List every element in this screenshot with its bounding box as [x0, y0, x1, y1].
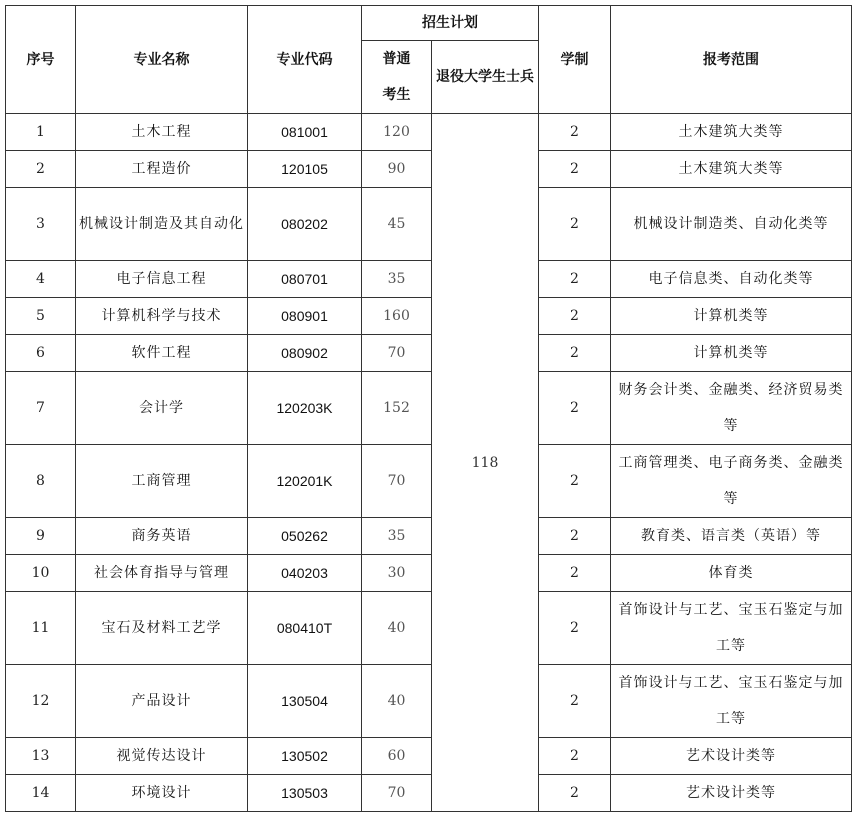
seq-cell: 8 [6, 445, 76, 518]
scope-cell: 艺术设计类等 [611, 775, 852, 812]
scope-cell: 财务会计类、金融类、经济贸易类等 [611, 372, 852, 445]
seq-cell: 14 [6, 775, 76, 812]
seq-cell: 12 [6, 665, 76, 738]
header-row-top [6, 6, 852, 41]
major-name-cell: 宝石及材料工艺学 [76, 592, 248, 665]
header-major-name: 专业名称 [76, 6, 248, 114]
table-row [6, 188, 852, 261]
seq-cell: 5 [6, 298, 76, 335]
major-code-cell: 080902 [248, 335, 362, 372]
major-name-cell: 土木工程 [76, 114, 248, 151]
scope-cell: 工商管理类、电子商务类、金融类等 [611, 445, 852, 518]
duration-cell: 2 [539, 555, 611, 592]
major-name-cell: 机械设计制造及其自动化 [76, 188, 248, 261]
regular-quota-cell: 35 [362, 518, 432, 555]
scope-cell: 首饰设计与工艺、宝玉石鉴定与加工等 [611, 665, 852, 738]
major-name-cell: 工程造价 [76, 151, 248, 188]
table-row [6, 738, 852, 775]
regular-quota-cell: 70 [362, 335, 432, 372]
regular-quota-cell: 70 [362, 445, 432, 518]
enrollment-plan-table [5, 5, 852, 812]
table-row [6, 261, 852, 298]
table-row [6, 592, 852, 665]
table-row [6, 335, 852, 372]
major-code-cell: 080410T [248, 592, 362, 665]
duration-cell: 2 [539, 518, 611, 555]
regular-quota-cell: 60 [362, 738, 432, 775]
header-major-code: 专业代码 [248, 6, 362, 114]
regular-quota-cell: 160 [362, 298, 432, 335]
table-row [6, 665, 852, 738]
duration-cell: 2 [539, 445, 611, 518]
seq-cell: 11 [6, 592, 76, 665]
duration-cell: 2 [539, 261, 611, 298]
seq-cell: 13 [6, 738, 76, 775]
seq-cell: 2 [6, 151, 76, 188]
regular-quota-cell: 35 [362, 261, 432, 298]
major-name-cell: 软件工程 [76, 335, 248, 372]
seq-cell: 4 [6, 261, 76, 298]
scope-cell: 首饰设计与工艺、宝玉石鉴定与加工等 [611, 592, 852, 665]
major-code-cell: 081001 [248, 114, 362, 151]
regular-quota-cell: 40 [362, 665, 432, 738]
scope-cell: 土木建筑大类等 [611, 151, 852, 188]
major-code-cell: 080701 [248, 261, 362, 298]
major-name-cell: 社会体育指导与管理 [76, 555, 248, 592]
seq-cell: 6 [6, 335, 76, 372]
regular-quota-cell: 120 [362, 114, 432, 151]
seq-cell: 9 [6, 518, 76, 555]
major-code-cell: 130504 [248, 665, 362, 738]
scope-cell: 体育类 [611, 555, 852, 592]
table-row [6, 518, 852, 555]
table-row [6, 298, 852, 335]
scope-cell: 计算机类等 [611, 335, 852, 372]
table-row [6, 372, 852, 445]
major-name-cell: 产品设计 [76, 665, 248, 738]
seq-cell: 3 [6, 188, 76, 261]
duration-cell: 2 [539, 738, 611, 775]
major-code-cell: 130502 [248, 738, 362, 775]
major-code-cell: 130503 [248, 775, 362, 812]
major-code-cell: 120105 [248, 151, 362, 188]
scope-cell: 计算机类等 [611, 298, 852, 335]
scope-cell: 机械设计制造类、自动化类等 [611, 188, 852, 261]
major-code-cell: 050262 [248, 518, 362, 555]
duration-cell: 2 [539, 372, 611, 445]
major-name-cell: 环境设计 [76, 775, 248, 812]
seq-cell: 7 [6, 372, 76, 445]
major-code-cell: 120203K [248, 372, 362, 445]
scope-cell: 艺术设计类等 [611, 738, 852, 775]
regular-quota-cell: 152 [362, 372, 432, 445]
major-code-cell: 040203 [248, 555, 362, 592]
table-body [6, 114, 852, 812]
veteran-quota-cell: 118 [432, 114, 539, 812]
header-regular-line2: 考生 [382, 87, 411, 103]
major-name-cell: 计算机科学与技术 [76, 298, 248, 335]
duration-cell: 2 [539, 335, 611, 372]
header-veteran: 退役大学生士兵 [432, 41, 539, 114]
header-enrollment-plan: 招生计划 [362, 6, 539, 41]
seq-cell: 1 [6, 114, 76, 151]
major-name-cell: 电子信息工程 [76, 261, 248, 298]
table-row [6, 151, 852, 188]
major-name-cell: 视觉传达设计 [76, 738, 248, 775]
scope-cell: 教育类、语言类（英语）等 [611, 518, 852, 555]
major-name-cell: 商务英语 [76, 518, 248, 555]
duration-cell: 2 [539, 665, 611, 738]
header-duration: 学制 [539, 6, 611, 114]
regular-quota-cell: 90 [362, 151, 432, 188]
duration-cell: 2 [539, 151, 611, 188]
header-regular [362, 41, 432, 114]
major-name-cell: 工商管理 [76, 445, 248, 518]
header-seq: 序号 [6, 6, 76, 114]
major-name-cell: 会计学 [76, 372, 248, 445]
duration-cell: 2 [539, 114, 611, 151]
seq-cell: 10 [6, 555, 76, 592]
duration-cell: 2 [539, 298, 611, 335]
enrollment-plan-table-wrapper [5, 5, 852, 812]
scope-cell: 电子信息类、自动化类等 [611, 261, 852, 298]
table-row [6, 555, 852, 592]
table-row [6, 114, 852, 151]
duration-cell: 2 [539, 188, 611, 261]
header-regular-line1: 普通 [382, 51, 411, 67]
scope-cell: 土木建筑大类等 [611, 114, 852, 151]
regular-quota-cell: 45 [362, 188, 432, 261]
major-code-cell: 120201K [248, 445, 362, 518]
regular-quota-cell: 70 [362, 775, 432, 812]
regular-quota-cell: 30 [362, 555, 432, 592]
table-row [6, 775, 852, 812]
regular-quota-cell: 40 [362, 592, 432, 665]
major-code-cell: 080901 [248, 298, 362, 335]
duration-cell: 2 [539, 592, 611, 665]
header-scope: 报考范围 [611, 6, 852, 114]
duration-cell: 2 [539, 775, 611, 812]
table-row [6, 445, 852, 518]
major-code-cell: 080202 [248, 188, 362, 261]
